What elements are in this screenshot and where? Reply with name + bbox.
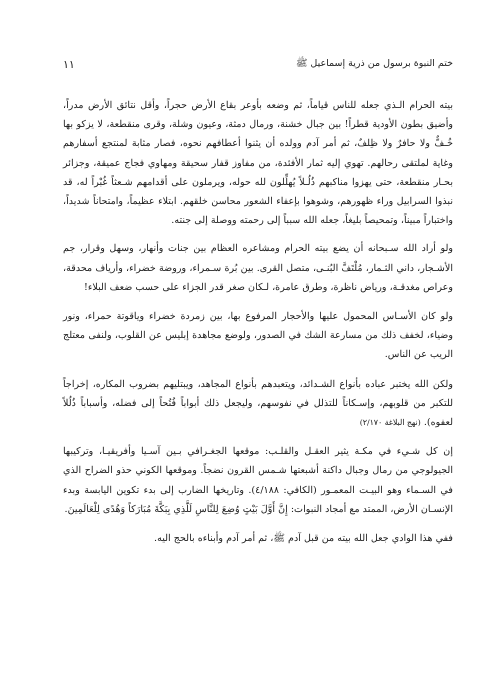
paragraph: ففي هذا الوادي جعل الله بيته من قبل آدم ﷺ، ثم أمر آدم وأبناءه بالحج اليه. bbox=[154, 533, 453, 545]
paragraph bbox=[63, 375, 453, 433]
paragraph: إن كل شـيء في مكـة يثير العقـل والقلـب: موقعها الجغـرافي بـين آسـيا وأفريقيـا، وتركيبها الجيولوجي من رمال وجبال داكنة أشبعتها شـمس القرون نضجاً. وموقعها الكوني حذو الضراح الذي في السـماء وهو البيـت المعمـور (الكافي: ٤/١٨٨). وتاريخها الضارب إلى بدء تكوين اليابسة وبدء الإنسـان الأرض، الممتد مع أمجاد النبوات: إِنَّ أَوَّلَ بَيْتٍ وُضِعَ لِلنَّاسِ لَلَّذِي بِبَكَّةَ مُبَارَكاً وَهُدًى لِلْعَالَمِينَ. bbox=[63, 446, 454, 515]
paragraph: بيته الحرام الـذي جعله للناس قياماً، ثم وضعه بأوعر بقاع الأرض حجراً، وأقل نتائق الأرض مدراً، وأضيق بطون الأودية قطراً! بين جبال خشنة، ورمال دمثة، وعيون وشلة، وقرى منقطعة، لا يزكو بها خُـفٌّ ولا حافرٌ ولا ظِلفٌ، ثم أمر آدم وولده أن يثنوا أعطافهم نحوه، فصار مثابة لمنتجع أسفارهم وغاية لملتقى رحالهم. تهوي إليه ثمار الأفئدة، من مفاوز قفار سحيقة ومهاوي فجاج عميقة، وجزائر بحـار منقطعة، حتى يهزوا مناكبهم ذُلُـلاً يُهلِّلون لله حوله، ويرملون على أقدامهم شـعثاً غُبْراً له، قد نبذوا السرابيل وراء ظهورهم، وشوهوا بإعفاء الشعور محاسن خلقهم. ابتلاء عظيماً، وامتحاناً شديداً، واختباراً مبيناً، وتمحيصاً بليغاً، جعله الله سبباً إلى رحمته ووصلة إلى جنته. bbox=[63, 100, 453, 227]
body-text bbox=[63, 96, 453, 558]
page-number: ١١ bbox=[63, 57, 75, 71]
paragraph: ولو أراد الله سـبحانه أن يضع بيته الحرام ومشاعره العظام بين جنات وأنهار، وسهل وقرار، جم الأشـجار، داني الثـمار، مُلْتَفَّ البُنـى، متصل القرى. بين بُرة سـمراء، وروضة خضراء، وأرياف محدقة، وعراص مغدقـة، ورياض ناظرة، وطرق عامرة، لـكان صغر قدر الجزاء على حسب ضعف البلاء! bbox=[63, 243, 453, 293]
running-header bbox=[63, 55, 453, 73]
paragraph: ولو كان الأسـاس المحمول عليها والأحجار المرفوع بها، بين زمردة خضراء وياقوتة حمراء، ونور وضياء، لخفف ذلك من مسارعة الشك في الصدور، ولوضع مجاهدة إبليس عن القلوب، ولنفى معتلج الريب عن الناس. bbox=[63, 311, 453, 361]
running-title: ختم النبوة برسول من ذرية إسماعيل ﷺ bbox=[295, 58, 453, 69]
citation: (نهج البلاغة ٢/١٧٠) bbox=[359, 418, 421, 428]
paragraph-text: ولكن الله يختبر عباده بأنواع الشـدائد، ويتعبدهم بأنواع المجاهد، ويبتليهم بضروب المكاره، إخراجاً للتكبر من قلوبهم، وإسـكاناً للتذلل في نفوسهم، وليجعل ذلك أبواباً فُتُحاً إلى فضله، وأسباباً ذُلُلاً لعفوه). bbox=[63, 378, 453, 429]
